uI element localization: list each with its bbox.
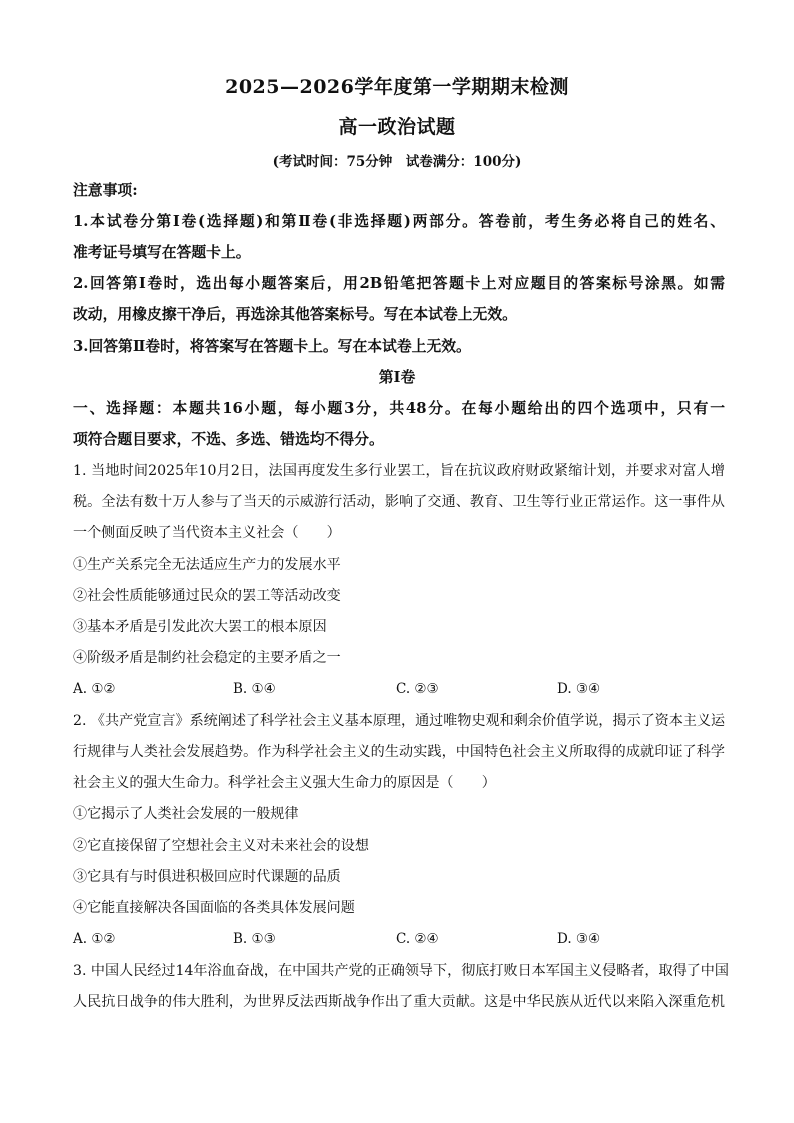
question-2-statement-2: ②它直接保留了空想社会主义对未来社会的设想 [73, 838, 369, 854]
exam-info: (考试时间：75分钟 试卷满分：100分) [272, 154, 522, 170]
note-item-1-line-2: 准考证号填写在答题卡上。 [73, 244, 251, 261]
question-2-option-b: B. ①③ [233, 931, 276, 947]
question-3-line-1: 3. 中国人民经过14年浴血奋战，在中国共产党的正确领导下，彻底打败日本军国主义侵略者，取得了中国 [73, 963, 729, 979]
question-1-line-3: 一个侧面反映了当代资本主义社会（ ） [73, 525, 341, 541]
question-1-statement-2: ②社会性质能够通过民众的罢工等活动改变 [73, 588, 341, 604]
section-instruction-line-1: 一、选择题：本题共16小题，每小题3分，共48分。在每小题给出的四个选项中，只有一 [73, 400, 725, 417]
note-item-3: 3.回答第Ⅱ卷时，将答案写在答题卡上。写在本试卷上无效。 [73, 338, 471, 355]
question-2-statement-1: ①它揭示了人类社会发展的一般规律 [73, 806, 299, 822]
question-1-option-b: B. ①④ [233, 681, 276, 697]
question-1-line-1: 1. 当地时间2025年10月2日，法国再度发生多行业罢工，旨在抗议政府财政紧缩计划，并要求对富人增 [73, 463, 725, 479]
question-1-statement-4: ④阶级矛盾是制约社会稳定的主要矛盾之一 [73, 650, 341, 666]
question-1-statement-3: ③基本矛盾是引发此次大罢工的根本原因 [73, 619, 327, 635]
question-2-statement-4: ④它能直接解决各国面临的各类具体发展问题 [73, 900, 355, 916]
question-2-option-c: C. ②④ [396, 931, 439, 947]
notes-heading: 注意事项: [73, 182, 138, 199]
question-1-option-a: A. ①② [73, 681, 116, 697]
note-item-2-line-1: 2.回答第Ⅰ卷时，选出每小题答案后，用2B铅笔把答题卡上对应题目的答案标号涂黑。如需 [73, 275, 725, 292]
question-3-line-2: 人民抗日战争的伟大胜利，为世界反法西斯战争作出了重大贡献。这是中华民族从近代以来陷入深重危机 [73, 994, 725, 1010]
question-2-option-a: A. ①② [73, 931, 116, 947]
question-1-statement-1: ①生产关系完全无法适应生产力的发展水平 [73, 557, 341, 573]
exam-title: 2025—2026学年度第一学期期末检测 [225, 76, 569, 98]
question-2-line-2: 行规律与人类社会发展趋势。作为科学社会主义的生动实践，中国特色社会主义所取得的成就印证了科学 [73, 744, 725, 760]
volume-heading: 第Ⅰ卷 [378, 369, 416, 386]
note-item-2-line-2: 改动，用橡皮擦干净后，再选涂其他答案标号。写在本试卷上无效。 [73, 306, 517, 323]
question-2-option-d: D. ③④ [557, 931, 601, 947]
exam-subject: 高一政治试题 [338, 116, 456, 138]
question-2-line-3: 社会主义的强大生命力。科学社会主义强大生命力的原因是（ ） [73, 775, 496, 791]
question-2-line-1: 2. 《共产党宣言》系统阐述了科学社会主义基本原理，通过唯物史观和剩余价值学说，揭示了资本主义运 [73, 713, 726, 729]
note-item-1-line-1: 1.本试卷分第Ⅰ卷(选择题)和第Ⅱ卷(非选择题)两部分。答卷前，考生务必将自己的姓名、 [73, 213, 725, 230]
question-1-option-d: D. ③④ [557, 681, 601, 697]
question-1-line-2: 税。全法有数十万人参与了当天的示威游行活动，影响了交通、教育、卫生等行业正常运作。这一事件从 [73, 494, 725, 510]
question-2-statement-3: ③它具有与时俱进积极回应时代课题的品质 [73, 869, 341, 885]
question-1-option-c: C. ②③ [396, 681, 439, 697]
section-instruction-line-2: 项符合题目要求，不选、多选、错选均不得分。 [73, 431, 384, 448]
